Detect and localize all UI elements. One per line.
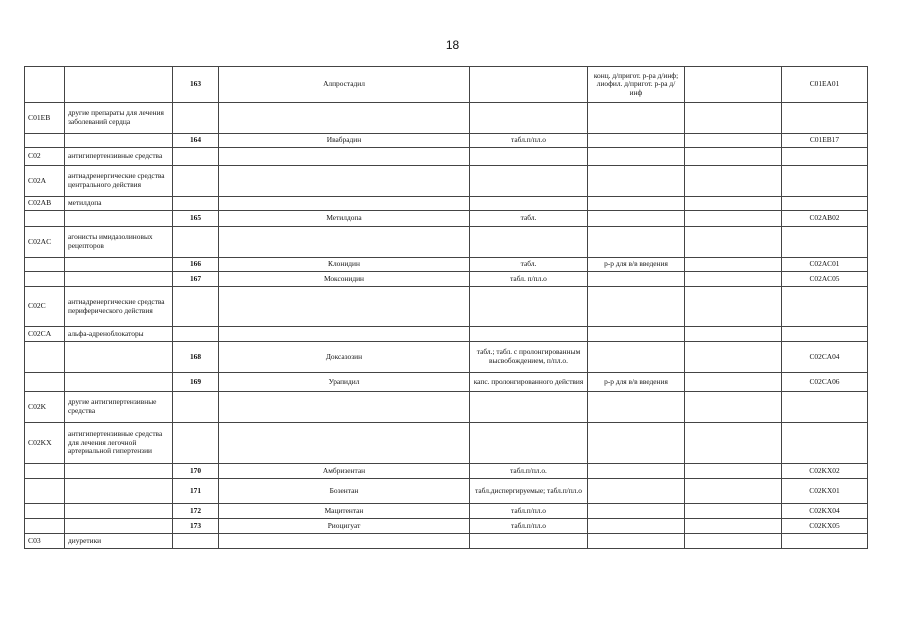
table-row xyxy=(25,327,868,342)
drug-name-cell: Доксазозин xyxy=(219,342,470,373)
code-cell: C02KX02 xyxy=(782,464,868,479)
table-row xyxy=(25,373,868,392)
atc-code-cell: C02C xyxy=(25,287,65,327)
group-name-cell: метилдопа xyxy=(65,197,173,211)
group-name-cell xyxy=(65,504,173,519)
atc-code-cell xyxy=(25,67,65,103)
item-number-cell: 173 xyxy=(173,519,219,534)
form-cell-1 xyxy=(470,227,588,258)
drug-name-cell: Моксонидин xyxy=(219,272,470,287)
drug-table xyxy=(24,66,868,549)
form-cell-1: табл. xyxy=(470,258,588,272)
group-name-cell xyxy=(65,272,173,287)
atc-code-cell xyxy=(25,134,65,148)
form-cell-2 xyxy=(588,392,685,423)
item-number-cell: 168 xyxy=(173,342,219,373)
atc-code-cell: C02KX xyxy=(25,423,65,464)
group-name-cell xyxy=(65,342,173,373)
code-cell xyxy=(782,227,868,258)
item-number-cell: 164 xyxy=(173,134,219,148)
group-name-cell: альфа-адреноблокаторы xyxy=(65,327,173,342)
code-cell: C01EB17 xyxy=(782,134,868,148)
code-cell xyxy=(782,287,868,327)
atc-code-cell xyxy=(25,479,65,504)
form-cell-3 xyxy=(685,464,782,479)
form-cell-3 xyxy=(685,211,782,227)
form-cell-3 xyxy=(685,504,782,519)
item-number-cell xyxy=(173,423,219,464)
form-cell-1: табл.п/пл.о xyxy=(470,504,588,519)
code-cell xyxy=(782,392,868,423)
form-cell-2 xyxy=(588,197,685,211)
form-cell-1 xyxy=(470,67,588,103)
group-name-cell: диуретики xyxy=(65,534,173,549)
form-cell-1 xyxy=(470,103,588,134)
code-cell: C02KX01 xyxy=(782,479,868,504)
table-row xyxy=(25,534,868,549)
form-cell-1 xyxy=(470,287,588,327)
group-name-cell: антигипертензивные средства для лечения легочной артериальной гипертензии xyxy=(65,423,173,464)
code-cell: C02CA06 xyxy=(782,373,868,392)
drug-name-cell xyxy=(219,166,470,197)
code-cell: C02KX05 xyxy=(782,519,868,534)
form-cell-2 xyxy=(588,342,685,373)
form-cell-1: табл.п/пл.о. xyxy=(470,464,588,479)
group-name-cell: антиадренергические средства периферического действия xyxy=(65,287,173,327)
drug-name-cell: Риоцигуат xyxy=(219,519,470,534)
code-cell: C02KX04 xyxy=(782,504,868,519)
table-row xyxy=(25,227,868,258)
form-cell-1: табл. п/пл.о xyxy=(470,272,588,287)
item-number-cell xyxy=(173,327,219,342)
atc-code-cell xyxy=(25,464,65,479)
form-cell-2 xyxy=(588,103,685,134)
form-cell-3 xyxy=(685,373,782,392)
group-name-cell xyxy=(65,373,173,392)
code-cell xyxy=(782,197,868,211)
form-cell-2 xyxy=(588,519,685,534)
form-cell-3 xyxy=(685,67,782,103)
drug-name-cell xyxy=(219,287,470,327)
table-row xyxy=(25,392,868,423)
form-cell-1 xyxy=(470,166,588,197)
group-name-cell xyxy=(65,134,173,148)
code-cell xyxy=(782,148,868,166)
group-name-cell xyxy=(65,464,173,479)
form-cell-1 xyxy=(470,534,588,549)
group-name-cell: другие антигипертензивные средства xyxy=(65,392,173,423)
code-cell: C02AB02 xyxy=(782,211,868,227)
drug-name-cell: Метилдопа xyxy=(219,211,470,227)
form-cell-2 xyxy=(588,148,685,166)
form-cell-1: табл. xyxy=(470,211,588,227)
atc-code-cell xyxy=(25,258,65,272)
form-cell-1: табл.; табл. с пролонгированным высвобождением, п/пл.о. xyxy=(470,342,588,373)
table-row xyxy=(25,148,868,166)
item-number-cell: 170 xyxy=(173,464,219,479)
drug-name-cell xyxy=(219,103,470,134)
code-cell xyxy=(782,534,868,549)
form-cell-3 xyxy=(685,327,782,342)
table-row xyxy=(25,479,868,504)
form-cell-2 xyxy=(588,327,685,342)
atc-code-cell: C02K xyxy=(25,392,65,423)
atc-code-cell xyxy=(25,519,65,534)
code-cell xyxy=(782,166,868,197)
atc-code-cell: C03 xyxy=(25,534,65,549)
atc-code-cell: C02AB xyxy=(25,197,65,211)
item-number-cell: 172 xyxy=(173,504,219,519)
form-cell-2 xyxy=(588,504,685,519)
group-name-cell xyxy=(65,519,173,534)
table-row xyxy=(25,258,868,272)
form-cell-3 xyxy=(685,392,782,423)
form-cell-2 xyxy=(588,534,685,549)
group-name-cell xyxy=(65,258,173,272)
group-name-cell xyxy=(65,211,173,227)
item-number-cell xyxy=(173,103,219,134)
drug-name-cell: Мацитентан xyxy=(219,504,470,519)
form-cell-1 xyxy=(470,423,588,464)
item-number-cell xyxy=(173,166,219,197)
code-cell: C02CA04 xyxy=(782,342,868,373)
form-cell-2 xyxy=(588,134,685,148)
form-cell-1: табл.п/пл.о xyxy=(470,134,588,148)
group-name-cell: антиадренергические средства центрального действия xyxy=(65,166,173,197)
drug-name-cell: Урапидил xyxy=(219,373,470,392)
form-cell-3 xyxy=(685,287,782,327)
drug-name-cell: Алпростадил xyxy=(219,67,470,103)
drug-name-cell: Ивабрадин xyxy=(219,134,470,148)
form-cell-2: р-р для в/в введения xyxy=(588,258,685,272)
drug-name-cell: Амбризентан xyxy=(219,464,470,479)
atc-code-cell xyxy=(25,373,65,392)
drug-name-cell xyxy=(219,148,470,166)
form-cell-2 xyxy=(588,479,685,504)
form-cell-3 xyxy=(685,534,782,549)
page-number: 18 xyxy=(445,38,460,52)
table-row xyxy=(25,272,868,287)
table-row xyxy=(25,67,868,103)
item-number-cell: 163 xyxy=(173,67,219,103)
atc-code-cell: C02A xyxy=(25,166,65,197)
form-cell-3 xyxy=(685,227,782,258)
atc-code-cell xyxy=(25,342,65,373)
table-row xyxy=(25,342,868,373)
form-cell-1 xyxy=(470,392,588,423)
form-cell-3 xyxy=(685,342,782,373)
form-cell-3 xyxy=(685,272,782,287)
code-cell: C01EA01 xyxy=(782,67,868,103)
form-cell-1 xyxy=(470,327,588,342)
form-cell-2 xyxy=(588,423,685,464)
form-cell-1 xyxy=(470,197,588,211)
form-cell-3 xyxy=(685,134,782,148)
atc-code-cell xyxy=(25,272,65,287)
table-row xyxy=(25,166,868,197)
drug-name-cell xyxy=(219,197,470,211)
table-row xyxy=(25,211,868,227)
form-cell-2 xyxy=(588,464,685,479)
item-number-cell xyxy=(173,287,219,327)
table-row xyxy=(25,287,868,327)
item-number-cell: 171 xyxy=(173,479,219,504)
form-cell-2 xyxy=(588,287,685,327)
drug-name-cell: Бозентан xyxy=(219,479,470,504)
group-name-cell: другие препараты для лечения заболеваний сердца xyxy=(65,103,173,134)
item-number-cell: 169 xyxy=(173,373,219,392)
form-cell-3 xyxy=(685,519,782,534)
form-cell-3 xyxy=(685,258,782,272)
form-cell-3 xyxy=(685,166,782,197)
form-cell-1 xyxy=(470,148,588,166)
item-number-cell: 167 xyxy=(173,272,219,287)
drug-name-cell xyxy=(219,227,470,258)
item-number-cell xyxy=(173,227,219,258)
code-cell xyxy=(782,423,868,464)
table-row xyxy=(25,103,868,134)
form-cell-2 xyxy=(588,227,685,258)
drug-name-cell: Клонидин xyxy=(219,258,470,272)
form-cell-3 xyxy=(685,148,782,166)
item-number-cell xyxy=(173,392,219,423)
group-name-cell xyxy=(65,67,173,103)
table-row xyxy=(25,464,868,479)
table-row xyxy=(25,519,868,534)
form-cell-2 xyxy=(588,166,685,197)
form-cell-2 xyxy=(588,211,685,227)
atc-code-cell: C02 xyxy=(25,148,65,166)
form-cell-1: капс. пролонгированного действия xyxy=(470,373,588,392)
table-row xyxy=(25,504,868,519)
drug-name-cell xyxy=(219,534,470,549)
atc-code-cell xyxy=(25,211,65,227)
form-cell-3 xyxy=(685,197,782,211)
form-cell-1: табл.п/пл.о xyxy=(470,519,588,534)
code-cell xyxy=(782,327,868,342)
code-cell: C02AC01 xyxy=(782,258,868,272)
item-number-cell: 166 xyxy=(173,258,219,272)
table-row xyxy=(25,197,868,211)
item-number-cell xyxy=(173,197,219,211)
drug-name-cell xyxy=(219,423,470,464)
form-cell-3 xyxy=(685,479,782,504)
form-cell-3 xyxy=(685,103,782,134)
item-number-cell xyxy=(173,534,219,549)
item-number-cell: 165 xyxy=(173,211,219,227)
code-cell xyxy=(782,103,868,134)
form-cell-2: конц. д/пригот. р-ра д/инф; лиофил. д/пригот. р-ра д/инф xyxy=(588,67,685,103)
group-name-cell: антигипертензивные средства xyxy=(65,148,173,166)
atc-code-cell xyxy=(25,504,65,519)
item-number-cell xyxy=(173,148,219,166)
drug-name-cell xyxy=(219,327,470,342)
form-cell-2 xyxy=(588,272,685,287)
code-cell: C02AC05 xyxy=(782,272,868,287)
table-row xyxy=(25,134,868,148)
group-name-cell xyxy=(65,479,173,504)
group-name-cell: агонисты имидазолиновых рецепторов xyxy=(65,227,173,258)
table-row xyxy=(25,423,868,464)
atc-code-cell: C01EB xyxy=(25,103,65,134)
form-cell-1: табл.диспергируемые; табл.п/пл.о xyxy=(470,479,588,504)
drug-name-cell xyxy=(219,392,470,423)
form-cell-2: р-р для в/в введения xyxy=(588,373,685,392)
atc-code-cell: C02AC xyxy=(25,227,65,258)
atc-code-cell: C02CA xyxy=(25,327,65,342)
form-cell-3 xyxy=(685,423,782,464)
